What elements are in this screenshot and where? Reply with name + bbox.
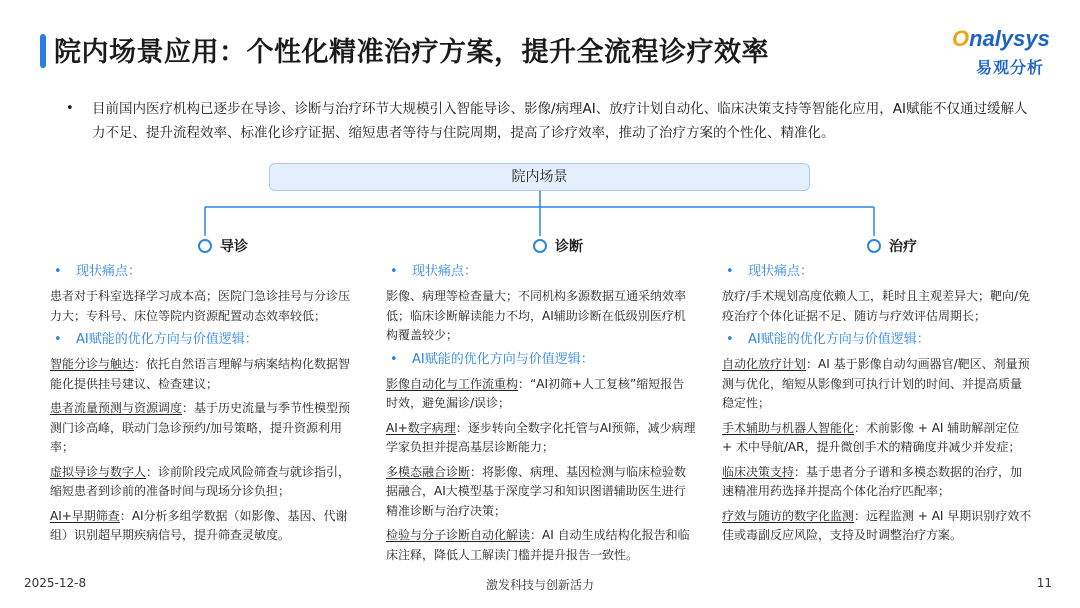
pain-title: • 现状痛点：	[390, 264, 478, 279]
analysys-logo	[952, 26, 1062, 80]
node-label: 治疗	[889, 239, 917, 255]
value-item: 影像自动化与工作流重构：“AI初筛+人工复核”缩短报告时效，避免漏诊/误诊；	[386, 376, 685, 410]
node-circle-icon	[533, 239, 547, 253]
pain-text: 放疗/手术规划高度依赖人工，耗时且主观差异大；靶向/免疫治疗个体化证据不足、随访与疗效评估周期长；	[722, 289, 1031, 323]
value-item: 临床决策支持：基于患者分子谱和多模态数据的治疗，加速精准用药选择并提高个体化治疗匹配率；	[722, 464, 1023, 498]
node-treatment	[867, 236, 917, 256]
value-item: AI+数字病理：逐步转向全数字化托管与AI预筛，减少病理学家负担并提高基层诊断能力；	[386, 420, 696, 454]
value-title: • AI赋能的优化方向与价值逻辑：	[726, 332, 930, 347]
column-guide	[50, 262, 360, 551]
value-item: 自动化放疗计划：AI 基于影像自动勾画器官/靶区、剂量预测与优化，缩短从影像到可执行计划的时间、并提高质量稳定性；	[722, 357, 1030, 410]
value-item: 智能分诊与触达：依托自然语言理解与病案结构化数据智能化提供挂号建议、检查建议；	[50, 357, 351, 391]
intro-bullet: •	[66, 101, 74, 116]
node-circle-icon	[198, 239, 212, 253]
value-item: 虚拟导诊与数字人：诊前阶段完成风险筛查与就诊指引，缩短患者到诊前的准备时间与现场分诊负担；	[50, 464, 351, 498]
value-item: 患者流量预测与资源调度：基于历史流量与季节性模型预测门诊高峰，联动门急诊预约/加号策略，提升资源利用率；	[50, 401, 351, 454]
column-diagnosis	[386, 262, 696, 570]
value-item: 手术辅助与机器人智能化：术前影像 + AI 辅助解剖定位 + 术中导航/AR，提升微创手术的精确度并减少并发症；	[722, 420, 1021, 454]
footer-date: 2025-12-8	[24, 576, 87, 590]
intro-paragraph	[68, 97, 1028, 145]
footer-slogan: 激发科技与创新活力	[485, 578, 594, 592]
logo-chinese-name: 易观分析	[976, 58, 1045, 77]
value-item: 检验与分子诊断自动化解读：AI 自动生成结构化报告和临床注释，降低人工解读门槛并提升报告一致性。	[386, 528, 690, 562]
pain-text: 影像、病理等检查量大；不同机构多源数据互通采纳效率低；临床诊断解读能力不均，AI辅助诊断在低级别医疗机构覆盖较少；	[386, 289, 687, 342]
root-scene-box: 院内场景	[269, 163, 810, 191]
node-label: 导诊	[220, 239, 248, 255]
node-guide	[198, 236, 248, 256]
value-item: AI+早期筛查：AI分析多组学数据（如影像、基因、代谢组）识别超早期疾病信号，提升筛查灵敏度。	[50, 508, 348, 542]
page-number: 11	[1036, 576, 1052, 590]
title-accent-bar	[40, 34, 46, 68]
pain-title: • 现状痛点：	[726, 264, 814, 279]
value-title: • AI赋能的优化方向与价值逻辑：	[54, 332, 258, 347]
column-treatment	[722, 262, 1032, 551]
pain-title: • 现状痛点：	[54, 264, 142, 279]
pain-text: 患者对于科室选择学习成本高；医院门急诊挂号与分诊压力大；专科号、床位等院内资源配置动态效率较低；	[50, 289, 351, 323]
node-label: 诊断	[555, 239, 583, 255]
node-circle-icon	[867, 239, 881, 253]
value-item: 疗效与随访的数字化监测：远程监测 + AI 早期识别疗效不佳或毒副反应风险，支持及时调整治疗方案。	[722, 508, 1032, 542]
value-item: 多模态融合诊断：将影像、病理、基因检测与临床检验数据融合，AI大模型基于深度学习和知识图谱辅助医生进行精准诊断与治疗决策；	[386, 464, 687, 518]
node-diagnosis	[533, 236, 583, 256]
intro-text: 目前国内医疗机构已逐步在导诊、诊断与治疗环节大规模引入智能导诊、影像/病理AI、放疗计划自动化、临床决策支持等智能化应用，AI赋能不仅通过缓解人力不足、提升流程效率、标准化诊疗证据、缩短患者等待与住院周期，提高了诊疗效率，推动了治疗方案的个性化、精准化。	[92, 101, 1028, 141]
page-title: 院内场景应用：个性化精准治疗方案，提升全流程诊疗效率	[54, 37, 769, 68]
logo-wordmark: Onalysys	[952, 26, 1050, 51]
value-title: • AI赋能的优化方向与价值逻辑：	[390, 351, 594, 367]
